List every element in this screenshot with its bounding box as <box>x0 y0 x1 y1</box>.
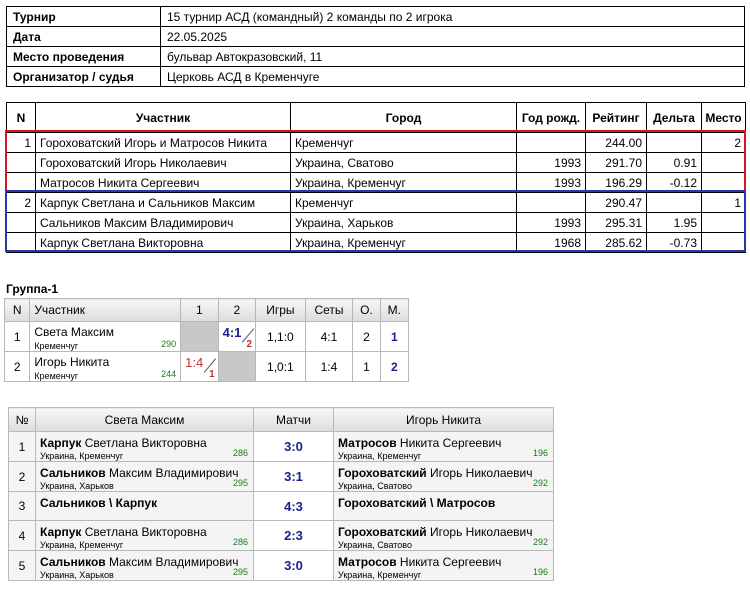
participant-name[interactable]: Карпук Светлана и Сальников Максим <box>36 193 291 213</box>
participant-name[interactable]: Матросов Никита Сергеевич <box>36 173 291 193</box>
group-col-points: О. <box>353 299 380 322</box>
match-player2-firstname: Игорь Николаевич <box>426 466 533 480</box>
match-player2-name[interactable] <box>338 525 549 539</box>
match-row <box>9 521 554 551</box>
match-player2-lastname: Гороховатский \ Матросов <box>338 496 496 510</box>
participant-n <box>7 173 36 193</box>
participant-place <box>702 173 746 193</box>
group-team-city: Кременчуг <box>34 341 79 351</box>
info-value: 15 турнир АСД (командный) 2 команды по 2 игрока <box>161 7 745 27</box>
group-col-games: Игры <box>256 299 306 322</box>
match-score[interactable]: 4:3 <box>254 492 334 521</box>
match-player2-cell <box>334 492 554 521</box>
participant-name[interactable]: Гороховатский Игорь и Матросов Никита <box>36 133 291 153</box>
match-player1-cell <box>36 432 254 462</box>
match-player1-rating: 286 <box>232 448 248 458</box>
col-header-n: N <box>7 103 36 133</box>
match-score[interactable]: 3:0 <box>254 551 334 581</box>
participant-delta: 1.95 <box>647 213 702 233</box>
participant-name[interactable]: Карпук Светлана Викторовна <box>36 233 291 253</box>
group-team-cell <box>30 322 181 352</box>
participant-birth-year <box>517 193 586 213</box>
match-player2-cell <box>334 462 554 492</box>
info-row <box>7 27 745 47</box>
match-n: 2 <box>9 462 36 492</box>
match-player1-rating: 295 <box>232 478 248 488</box>
match-player1-name[interactable] <box>40 466 249 480</box>
participant-row <box>7 153 746 173</box>
group-row-n: 2 <box>5 352 30 382</box>
match-row <box>9 551 554 581</box>
info-key: Дата <box>7 27 161 47</box>
group-team-city: Кременчуг <box>34 371 79 381</box>
group-team-cell <box>30 352 181 382</box>
match-player1-firstname: Светлана Викторовна <box>81 525 207 539</box>
group-place: 2 <box>380 352 408 382</box>
match-player2-name[interactable] <box>338 555 549 569</box>
participant-row <box>7 173 746 193</box>
match-n: 5 <box>9 551 36 581</box>
match-player1-city: Украина, Кременчуг <box>40 451 124 461</box>
participant-row <box>7 133 746 153</box>
group-score-points: 1 <box>209 368 215 380</box>
match-n: 4 <box>9 521 36 551</box>
col-header-participant: Участник <box>36 103 291 133</box>
group-team-name[interactable]: Света Максим <box>34 325 115 339</box>
match-row <box>9 462 554 492</box>
group-team-name[interactable]: Игорь Никита <box>34 355 110 369</box>
participant-city: Кременчуг <box>291 193 517 213</box>
participant-row <box>7 193 746 213</box>
group-row <box>5 352 409 382</box>
match-player2-name[interactable] <box>338 466 549 480</box>
participant-delta: -0.12 <box>647 173 702 193</box>
match-player1-name[interactable] <box>40 525 249 539</box>
match-player1-city: Украина, Кременчуг <box>40 540 124 550</box>
group-row-n: 1 <box>5 322 30 352</box>
participant-city: Кременчуг <box>291 133 517 153</box>
participant-n <box>7 153 36 173</box>
participant-birth-year: 1993 <box>517 173 586 193</box>
match-player1-firstname: Максим Владимирович <box>105 555 239 569</box>
group-score-cell[interactable] <box>181 352 218 382</box>
participant-city: Украина, Харьков <box>291 213 517 233</box>
match-row <box>9 492 554 521</box>
participant-place: 2 <box>702 133 746 153</box>
matches-col-team1: Света Максим <box>36 408 254 432</box>
participant-place <box>702 213 746 233</box>
match-player2-city: Украина, Кременчуг <box>338 570 422 580</box>
match-player2-rating: 196 <box>532 567 548 577</box>
matches-col-n: № <box>9 408 36 432</box>
col-header-rating: Рейтинг <box>586 103 647 133</box>
match-player1-lastname: Сальников \ Карпук <box>40 496 158 510</box>
participant-rating: 295.31 <box>586 213 647 233</box>
match-player1-firstname: Максим Владимирович <box>105 466 239 480</box>
group-score: 4:1 <box>222 324 242 340</box>
match-player1-name[interactable] <box>40 496 249 510</box>
match-player1-rating: 295 <box>232 567 248 577</box>
match-player2-lastname: Матросов <box>338 436 397 450</box>
group-col-place: М. <box>380 299 408 322</box>
match-player1-name[interactable] <box>40 555 249 569</box>
participant-city: Украина, Кременчуг <box>291 173 517 193</box>
participant-city: Украина, Сватово <box>291 153 517 173</box>
group-header-row <box>5 299 409 322</box>
participant-name[interactable]: Сальников Максим Владимирович <box>36 213 291 233</box>
match-player1-lastname: Сальников <box>40 555 106 569</box>
col-header-birth-year: Год рожд. <box>517 103 586 133</box>
group-points: 2 <box>353 322 380 352</box>
participant-row <box>7 233 746 253</box>
participant-n <box>7 233 36 253</box>
match-player2-name[interactable] <box>338 496 549 510</box>
match-player2-cell <box>334 551 554 581</box>
group-col-1: 1 <box>181 299 218 322</box>
group-col-2: 2 <box>218 299 255 322</box>
info-key: Место проведения <box>7 47 161 67</box>
match-score[interactable]: 3:0 <box>254 432 334 462</box>
group-score-cell[interactable] <box>218 322 255 352</box>
participant-delta <box>647 193 702 213</box>
participant-rating: 244.00 <box>586 133 647 153</box>
info-row <box>7 47 745 67</box>
group-place: 1 <box>380 322 408 352</box>
match-player2-cell <box>334 432 554 462</box>
participant-n: 1 <box>7 133 36 153</box>
tournament-info-table <box>6 6 745 87</box>
match-player1-cell <box>36 551 254 581</box>
participant-birth-year: 1993 <box>517 153 586 173</box>
match-player2-city: Украина, Сватово <box>338 481 412 491</box>
match-player1-lastname: Карпук <box>40 436 82 450</box>
participant-city: Украина, Кременчуг <box>291 233 517 253</box>
group-sets: 4:1 <box>305 322 353 352</box>
group-row <box>5 322 409 352</box>
group-games: 1,0:1 <box>256 352 306 382</box>
participant-n <box>7 213 36 233</box>
group-sets: 1:4 <box>305 352 353 382</box>
match-player2-name[interactable] <box>338 436 549 450</box>
match-player2-firstname: Никита Сергеевич <box>396 555 502 569</box>
info-value: 22.05.2025 <box>161 27 745 47</box>
matches-header-row <box>9 408 554 432</box>
match-n: 3 <box>9 492 36 521</box>
info-key: Организатор / судья <box>7 67 161 87</box>
participants-header-row <box>7 103 746 133</box>
matches-col-team2: Игорь Никита <box>334 408 554 432</box>
match-player1-cell <box>36 492 254 521</box>
participant-place: 1 <box>702 193 746 213</box>
participant-row <box>7 213 746 233</box>
participant-rating: 285.62 <box>586 233 647 253</box>
participant-rating: 290.47 <box>586 193 647 213</box>
group-col-n: N <box>5 299 30 322</box>
participant-name[interactable]: Гороховатский Игорь Николаевич <box>36 153 291 173</box>
group-team-rating: 244 <box>161 369 177 379</box>
col-header-delta: Дельта <box>647 103 702 133</box>
group-self-cell <box>218 352 255 382</box>
participant-n: 2 <box>7 193 36 213</box>
participant-delta <box>647 133 702 153</box>
match-score[interactable]: 3:1 <box>254 462 334 492</box>
match-player1-name[interactable] <box>40 436 249 450</box>
group-score: 1:4 <box>185 354 204 370</box>
group-table <box>4 298 409 382</box>
match-n: 1 <box>9 432 36 462</box>
info-value: Церковь АСД в Кременчуге <box>161 67 745 87</box>
match-player1-lastname: Карпук <box>40 525 82 539</box>
participant-place <box>702 233 746 253</box>
match-player2-rating: 196 <box>532 448 548 458</box>
match-player1-cell <box>36 462 254 492</box>
match-player1-city: Украина, Харьков <box>40 481 114 491</box>
participant-birth-year: 1993 <box>517 213 586 233</box>
info-value: бульвар Автокразовский, 11 <box>161 47 745 67</box>
participant-delta: 0.91 <box>647 153 702 173</box>
col-header-city: Город <box>291 103 517 133</box>
group-points: 1 <box>353 352 380 382</box>
match-player2-cell <box>334 521 554 551</box>
match-player2-lastname: Гороховатский <box>338 466 427 480</box>
info-row <box>7 7 745 27</box>
info-key: Турнир <box>7 7 161 27</box>
participant-place <box>702 153 746 173</box>
participants-table <box>6 102 746 253</box>
match-player1-lastname: Сальников <box>40 466 106 480</box>
group-col-participant: Участник <box>30 299 181 322</box>
match-player2-rating: 292 <box>532 478 548 488</box>
match-player1-firstname: Светлана Викторовна <box>81 436 207 450</box>
participant-birth-year: 1968 <box>517 233 586 253</box>
match-player2-city: Украина, Сватово <box>338 540 412 550</box>
match-player2-rating: 292 <box>532 537 548 547</box>
participant-rating: 291.70 <box>586 153 647 173</box>
matches-col-result: Матчи <box>254 408 334 432</box>
group-col-sets: Сеты <box>305 299 353 322</box>
matches-table <box>8 407 554 581</box>
match-player1-city: Украина, Харьков <box>40 570 114 580</box>
match-player2-firstname: Никита Сергеевич <box>396 436 502 450</box>
match-player2-city: Украина, Кременчуг <box>338 451 422 461</box>
group-team-rating: 290 <box>161 339 177 349</box>
match-player2-firstname: Игорь Николаевич <box>426 525 533 539</box>
match-player2-lastname: Матросов <box>338 555 397 569</box>
participant-delta: -0.73 <box>647 233 702 253</box>
group-title: Группа-1 <box>6 282 59 296</box>
group-self-cell <box>181 322 218 352</box>
match-player1-cell <box>36 521 254 551</box>
info-row <box>7 67 745 87</box>
col-header-place: Место <box>702 103 746 133</box>
match-player1-rating: 286 <box>232 537 248 547</box>
match-score[interactable]: 2:3 <box>254 521 334 551</box>
match-row <box>9 432 554 462</box>
participant-rating: 196.29 <box>586 173 647 193</box>
match-player2-lastname: Гороховатский <box>338 525 427 539</box>
group-score-points: 2 <box>246 338 253 350</box>
group-games: 1,1:0 <box>256 322 306 352</box>
participant-birth-year <box>517 133 586 153</box>
